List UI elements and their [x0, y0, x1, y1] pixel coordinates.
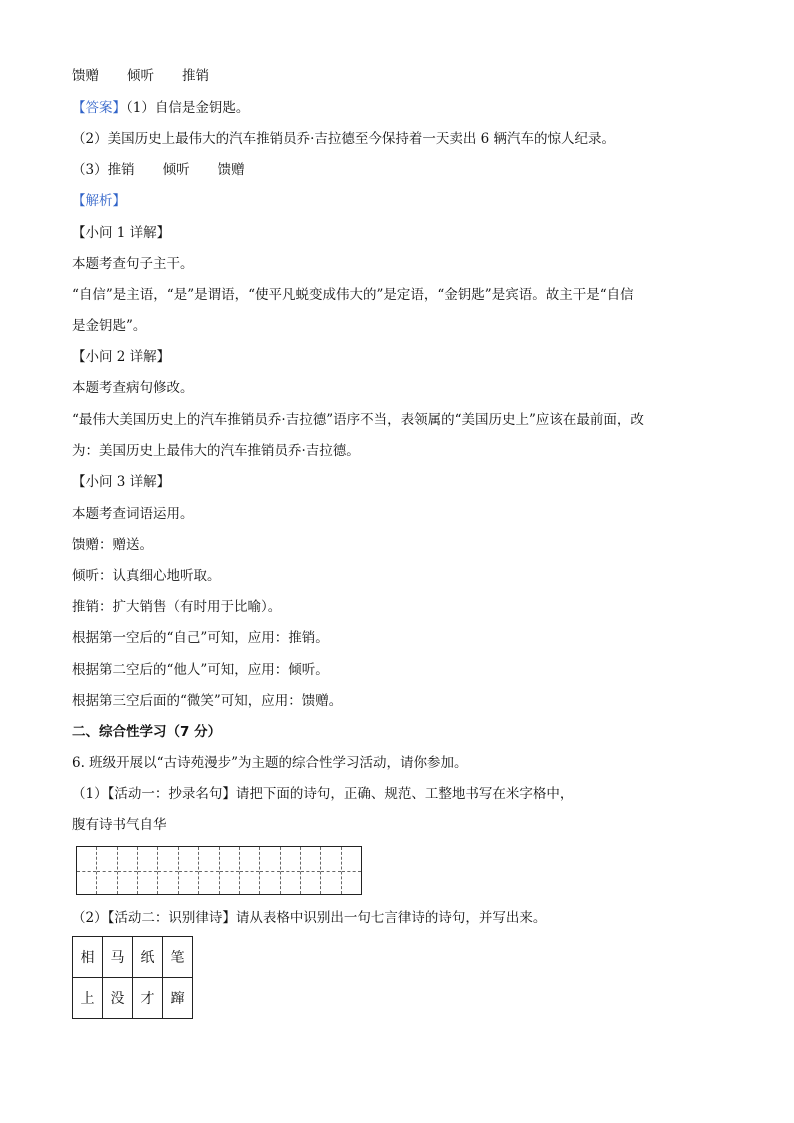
- table-cell: 没: [103, 978, 133, 1019]
- answer-line-3: [72, 161, 245, 179]
- table-cell: 笔: [163, 937, 193, 978]
- q3-line-5: 根据第一空后的“自己”可知，应用：推销。: [72, 630, 329, 646]
- writing-cell[interactable]: [300, 847, 320, 894]
- writing-cell[interactable]: [198, 847, 218, 894]
- writing-cell[interactable]: [157, 847, 177, 894]
- poem-line: 腹有诗书气自华: [72, 817, 167, 833]
- q2-line-1: 本题考查病句修改。: [72, 380, 194, 396]
- writing-cell[interactable]: [239, 847, 259, 894]
- writing-cell[interactable]: [137, 847, 157, 894]
- writing-grid[interactable]: [76, 846, 362, 895]
- q3-line-2: 馈赠：赠送。: [72, 537, 153, 553]
- table-row: [73, 937, 193, 978]
- writing-cell[interactable]: [178, 847, 198, 894]
- intro-words-line: [72, 67, 209, 85]
- q3-line-1: 本题考查词语运用。: [72, 506, 194, 522]
- table-cell: 上: [73, 978, 103, 1019]
- table-cell: 相: [73, 937, 103, 978]
- answer-3-word-2: 倾听: [162, 162, 190, 178]
- section-2-title: 二、综合性学习（7 分）: [72, 724, 222, 740]
- activity-2: （2）【活动二：识别律诗】请从表格中识别出一句七言律诗的诗句，并写出来。: [72, 910, 547, 926]
- q3-line-4: 推销：扩大销售（有时用于比喻）。: [72, 599, 282, 615]
- answer-line-2: （2）美国历史上最伟大的汽车推销员乔·吉拉德至今保持着一天卖出 6 辆汽车的惊人纪录。: [72, 131, 616, 147]
- word-2: 倾听: [127, 68, 154, 84]
- writing-cell[interactable]: [219, 847, 239, 894]
- answer-3-word-1: 推销: [107, 162, 135, 178]
- word-1: 馈赠: [72, 68, 99, 84]
- q1-heading: 【小问 1 详解】: [72, 225, 171, 241]
- writing-cell[interactable]: [320, 847, 340, 894]
- q1-line-1: 本题考查句子主干。: [72, 256, 194, 272]
- answer-3-prefix: （3）: [72, 162, 108, 178]
- question-6: 6. 班级开展以“古诗苑漫步”为主题的综合性学习活动，请你参加。: [72, 755, 468, 771]
- writing-cell[interactable]: [259, 847, 279, 894]
- q3-line-6: 根据第二空后的“他人”可知，应用：倾听。: [72, 662, 329, 678]
- writing-cell[interactable]: [341, 847, 361, 894]
- answer-tag: 【答案】: [72, 100, 126, 116]
- q1-line-2: “自信”是主语，“是”是谓语，“使平凡蜕变成伟大的”是定语，“金钥匙”是宾语。故主干是“自信: [72, 287, 634, 303]
- q3-line-7: 根据第三空后面的“微笑”可知，应用：馈赠。: [72, 693, 343, 709]
- answer-1: （1）自信是金钥匙。: [126, 100, 250, 116]
- writing-cell[interactable]: [96, 847, 116, 894]
- character-table: [72, 936, 193, 1019]
- answer-line-1: [72, 99, 249, 117]
- q2-line-2: “最伟大美国历史上的汽车推销员乔·吉拉德”语序不当，表领属的“美国历史上”应该在最前面，改: [72, 412, 644, 428]
- answer-3-word-3: 馈赠: [217, 162, 245, 178]
- q1-line-3: 是金钥匙”。: [72, 318, 147, 334]
- word-3: 推销: [182, 68, 209, 84]
- q2-line-3: 为：美国历史上最伟大的汽车推销员乔·吉拉德。: [72, 443, 360, 459]
- table-cell: 马: [103, 937, 133, 978]
- q3-line-3: 倾听：认真细心地听取。: [72, 568, 221, 584]
- analysis-tag: 【解析】: [72, 193, 126, 209]
- activity-1: （1）【活动一：抄录名句】请把下面的诗句，正确、规范、工整地书写在米字格中，: [72, 786, 574, 802]
- writing-cell[interactable]: [117, 847, 137, 894]
- table-cell: 纸: [133, 937, 163, 978]
- table-cell: 才: [133, 978, 163, 1019]
- q2-heading: 【小问 2 详解】: [72, 349, 171, 365]
- table-cell: 蹿: [163, 978, 193, 1019]
- q3-heading: 【小问 3 详解】: [72, 474, 171, 490]
- writing-cell[interactable]: [77, 847, 96, 894]
- table-row: [73, 978, 193, 1019]
- writing-cell[interactable]: [280, 847, 300, 894]
